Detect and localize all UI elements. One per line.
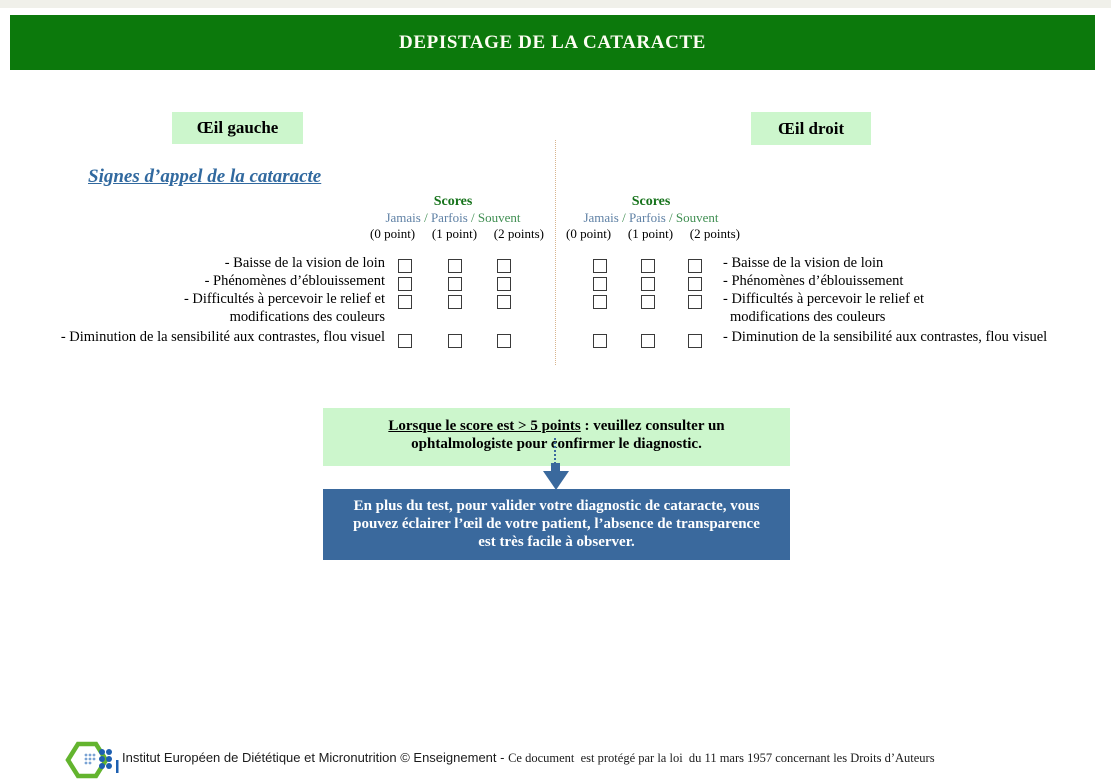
score-checkbox-left-row3-col3[interactable] <box>497 295 511 309</box>
page-top-edge <box>0 0 1111 8</box>
symptom-left-1: - Baisse de la vision de loin <box>224 255 385 271</box>
points-row-left <box>370 226 544 242</box>
label-souvent: Souvent <box>477 210 521 225</box>
score-checkbox-right-row2-col3[interactable] <box>688 277 702 291</box>
label-parfois: Parfois <box>628 210 666 225</box>
scores-header-left <box>363 194 543 225</box>
points-0-right: (0 point) <box>566 226 612 241</box>
label-jamais: Jamais <box>385 210 421 225</box>
points-1-right: (1 point) <box>627 226 674 241</box>
down-arrow-dotted-stem <box>554 438 556 464</box>
score-checkbox-left-row3-col1[interactable] <box>398 295 412 309</box>
symptom-right-1: - Baisse de la vision de loin <box>723 255 884 271</box>
score-checkbox-right-row1-col2[interactable] <box>641 259 655 273</box>
score-checkbox-right-row3-col1[interactable] <box>593 295 607 309</box>
score-checkbox-left-row2-col3[interactable] <box>497 277 511 291</box>
score-checkbox-right-row3-col3[interactable] <box>688 295 702 309</box>
symptom-right-3: - Difficultés à percevoir le relief et <box>723 291 925 307</box>
advisory-rest: : veuillez consulter un <box>580 418 725 434</box>
score-checkbox-left-row3-col2[interactable] <box>448 295 462 309</box>
score-checkbox-right-row2-col1[interactable] <box>593 277 607 291</box>
section-heading: Signes d’appel de la cataracte <box>88 166 322 187</box>
left-eye-label: Œil gauche <box>196 118 279 137</box>
score-checkbox-left-row1-col1[interactable] <box>398 259 412 273</box>
points-2-left: (2 points) <box>493 226 544 241</box>
points-row-right <box>566 226 740 242</box>
score-checkbox-left-row4-col2[interactable] <box>448 334 462 348</box>
score-checkbox-left-row4-col3[interactable] <box>497 334 511 348</box>
footer-copyright-notice: Ce document est protégé par la loi du 11 mars 1957 concernant les Droits d’Auteurs <box>508 751 935 765</box>
institute-logo-icon <box>64 740 122 780</box>
down-arrow-icon <box>543 471 569 490</box>
label-jamais: Jamais <box>583 210 619 225</box>
scores-header-right <box>561 194 741 225</box>
footer <box>0 738 1111 783</box>
footer-text <box>122 749 935 767</box>
score-checkbox-right-row1-col3[interactable] <box>688 259 702 273</box>
score-checkbox-left-row4-col1[interactable] <box>398 334 412 348</box>
label-souvent: Souvent <box>675 210 719 225</box>
points-0-left: (0 point) <box>370 226 416 241</box>
page-title: DEPISTAGE DE LA CATARACTE <box>399 31 706 53</box>
score-checkbox-right-row2-col2[interactable] <box>641 277 655 291</box>
footer-institute: Institut Européen de Diététique et Micronutrition © Enseignement - <box>122 750 509 765</box>
separator: / <box>467 210 478 225</box>
title-banner <box>10 15 1095 70</box>
scores-title-left: Scores <box>433 194 473 209</box>
advisory-box <box>323 408 790 466</box>
score-checkbox-left-row2-col2[interactable] <box>448 277 462 291</box>
score-checkbox-right-row4-col1[interactable] <box>593 334 607 348</box>
separator: / <box>665 210 676 225</box>
scores-title-right: Scores <box>631 194 671 209</box>
advisory-underlined: Lorsque le score est > 5 points <box>388 418 581 434</box>
info-line2: pouvez éclairer l’œil de votre patient, l’absence de transparence <box>353 516 760 532</box>
points-1-left: (1 point) <box>431 226 478 241</box>
frequency-labels-left <box>363 210 543 225</box>
label-parfois: Parfois <box>430 210 468 225</box>
advisory-line2: ophtalmologiste pour confirmer le diagnostic. <box>411 436 702 452</box>
advisory-line1 <box>323 417 790 435</box>
symptom-left-3: - Difficultés à percevoir le relief et <box>183 291 385 307</box>
right-eye-label: Œil droit <box>777 118 845 138</box>
symptom-right-2: - Phénomènes d’éblouissement <box>723 273 904 289</box>
info-line3: est très facile à observer. <box>478 534 635 550</box>
info-line1: En plus du test, pour valider votre diagnostic de cataracte, vous <box>353 498 760 514</box>
score-checkbox-right-row4-col2[interactable] <box>641 334 655 348</box>
symptom-left-3-wrap: modifications des couleurs <box>229 309 385 325</box>
info-box <box>323 489 790 560</box>
score-checkbox-right-row1-col1[interactable] <box>593 259 607 273</box>
separator: / <box>420 210 431 225</box>
points-2-right: (2 points) <box>689 226 740 241</box>
symptom-left-2: - Phénomènes d’éblouissement <box>204 273 385 289</box>
score-checkbox-left-row1-col2[interactable] <box>448 259 462 273</box>
score-checkbox-right-row4-col3[interactable] <box>688 334 702 348</box>
separator: / <box>618 210 629 225</box>
symptom-left-4: - Diminution de la sensibilité aux contrastes, flou visuel <box>60 329 385 345</box>
score-checkbox-right-row3-col2[interactable] <box>641 295 655 309</box>
score-checkbox-left-row1-col3[interactable] <box>497 259 511 273</box>
right-eye-label-box <box>751 112 871 145</box>
left-eye-label-box <box>172 112 303 144</box>
score-checkbox-left-row2-col1[interactable] <box>398 277 412 291</box>
frequency-labels-right <box>561 210 741 225</box>
center-divider <box>555 140 556 365</box>
symptom-right-3-wrap: modifications des couleurs <box>730 309 886 325</box>
symptom-right-4: - Diminution de la sensibilité aux contrastes, flou visuel <box>723 329 1048 345</box>
